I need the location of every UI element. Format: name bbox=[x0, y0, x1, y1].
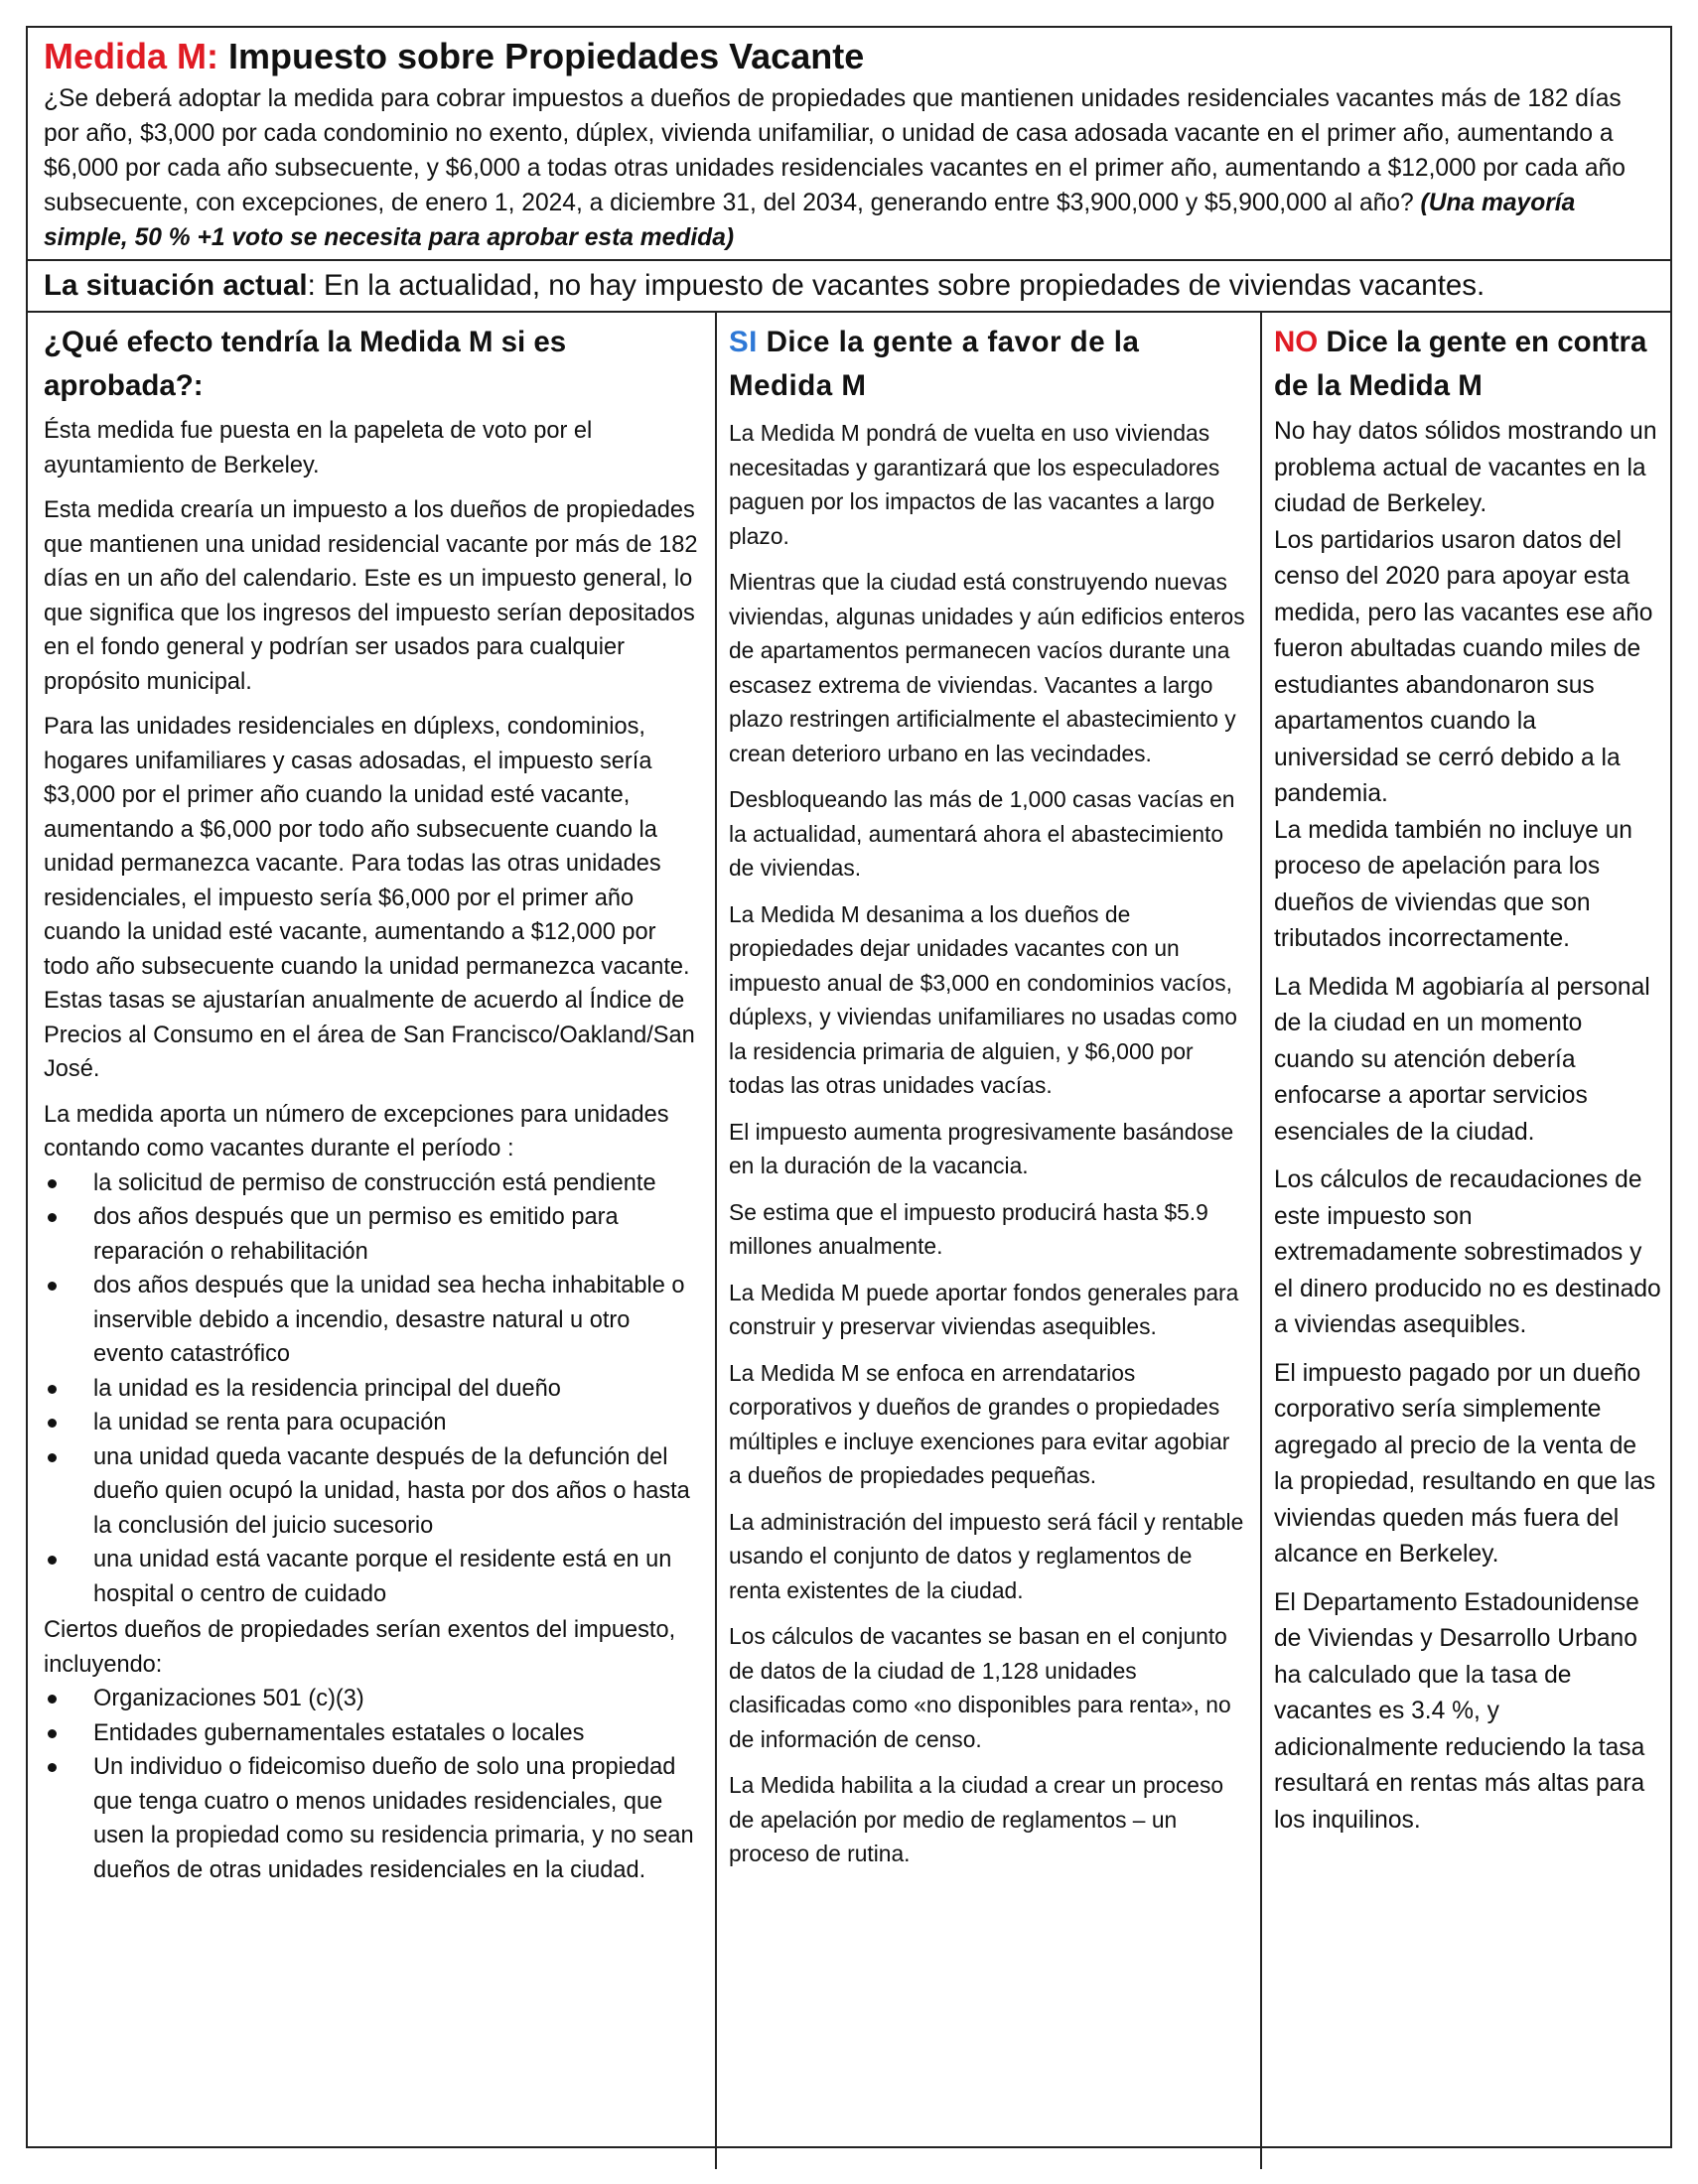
favor-heading bbox=[729, 321, 1248, 408]
vote-requirement-note: (Una mayoría simple, 50 % +1 voto se necesita para aprobar esta medida) bbox=[44, 190, 1576, 251]
measure-header bbox=[28, 28, 1670, 261]
favor-paragraph: La Medida M puede aportar fondos generales para construir y preservar viviendas asequibles. bbox=[729, 1279, 1239, 1339]
favor-paragraph: Desbloqueando las más de 1,000 casas vacías en la actualidad, aumentará ahora el abastecimiento de viviendas. bbox=[729, 786, 1235, 881]
exception-item: la unidad se renta para ocupación bbox=[44, 1406, 703, 1440]
effect-paragraph: Ciertos dueños de propiedades serían exentos del impuesto, incluyendo: bbox=[44, 1617, 676, 1678]
favor-paragraph: La Medida M pondrá de vuelta en uso viviendas necesitadas y garantizará que los especuladores paguen por los impactos de las vacantes a largo plazo. bbox=[729, 420, 1220, 549]
effect-paragraph: Para las unidades residenciales en dúplexs, condominios, hogares unifamiliares y casas adosadas, el impuesto sería $3,000 por el primer año cuando la unidad esté vacante, aumentando a $6,000 por todo año subsecuente cuando la unidad permanezca vacante. Para todas las otras unidades residenciales, el impuesto sería $6,000 por el primer año cuando la unidad esté vacante, aumentando a $12,000 por todo año subsecuente cuando la unidad permanezca vacante. Estas tasas se ajustarían anualmente de acuerdo al Índice de Precios al Consumo en el área de San Francisco/Oakland/San José. bbox=[44, 714, 695, 1082]
against-paragraph: La Medida M agobiaría al personal de la ciudad en un momento cuando su atención debería enfocarse a aportar servicios esenciales de la ciudad. bbox=[1274, 973, 1650, 1146]
against-paragraph: El impuesto pagado por un dueño corporativo sería simplemente agregado al precio de la venta de la propiedad, resultando en que las viviendas queden más fuera del alcance en Berkeley. bbox=[1274, 1359, 1656, 1568]
favor-paragraph: Los cálculos de vacantes se basan en el conjunto de datos de la ciudad de 1,128 unidades clasificadas como «no disponibles para renta», no de información de censo. bbox=[729, 1623, 1231, 1752]
exceptions-list bbox=[44, 1166, 703, 1612]
exception-item: dos años después que la unidad sea hecha inhabitable o inservible debido a incendio, desastre natural u otro evento catastrófico bbox=[44, 1269, 703, 1372]
exception-item: una unidad queda vacante después de la defunción del dueño quien ocupó la unidad, hasta por dos años o hasta la conclusión del juicio sucesorio bbox=[44, 1440, 703, 1544]
against-paragraph: Los partidarios usaron datos del censo del 2020 para apoyar esta medida, pero las vacantes ese año fueron abultadas cuando miles de estudiantes abandonaron sus apartamentos cuando la universidad se cerró debido a la pandemia. bbox=[1274, 526, 1653, 807]
against-paragraph: No hay datos sólidos mostrando un problema actual de vacantes en la ciudad de Berkeley. bbox=[1274, 418, 1657, 517]
against-paragraph: Los cálculos de recaudaciones de este impuesto son extremadamente sobrestimados y el dinero producido no es destinado a viviendas asequibles. bbox=[1274, 1166, 1661, 1338]
si-label: SI bbox=[729, 326, 758, 358]
against-column bbox=[1262, 313, 1669, 2169]
against-heading bbox=[1274, 321, 1661, 408]
exempt-list bbox=[44, 1682, 703, 1887]
favor-paragraph: La Medida habilita a la ciudad a crear un proceso de apelación por medio de reglamentos – un proceso de rutina. bbox=[729, 1772, 1224, 1866]
exception-item: la unidad es la residencia principal del dueño bbox=[44, 1372, 703, 1407]
no-label: NO bbox=[1274, 326, 1319, 358]
favor-paragraph: La administración del impuesto será fácil y rentable usando el conjunto de datos y reglamentos de renta existentes de la ciudad. bbox=[729, 1508, 1244, 1603]
measure-info-sheet bbox=[26, 26, 1672, 2148]
against-paragraph: El Departamento Estadounidense de Viviendas y Desarrollo Urbano ha calculado que la tasa de vacantes es 3.4 %, y adicionalmente reduciendo la tasa resultará en rentas más altas para los inquilinos. bbox=[1274, 1588, 1645, 1834]
favor-paragraph: La Medida M se enfoca en arrendatarios corporativos y dueños de grandes o propiedades múltiples e incluye exenciones para evitar agobiar a dueños de propiedades pequeñas. bbox=[729, 1359, 1230, 1488]
favor-paragraph: El impuesto aumenta progresivamente basándose en la duración de la vacancia. bbox=[729, 1118, 1234, 1178]
measure-label: Medida M: bbox=[44, 36, 218, 76]
effect-paragraph: Ésta medida fue puesta en la papeleta de voto por el ayuntamiento de Berkeley. bbox=[44, 418, 593, 478]
favor-heading-text: Dice la gente a favor de la Medida M bbox=[729, 326, 1140, 402]
exception-item: dos años después que un permiso es emitido para reparación o rehabilitación bbox=[44, 1200, 703, 1269]
effect-paragraph: Esta medida crearía un impuesto a los dueños de propiedades que mantienen una unidad residencial vacante por más de 182 días en un año del calendario. Este es un impuesto general, lo que significa que los ingresos del impuesto serían depositados en el fondo general y podrían ser usados para cualquier propósito municipal. bbox=[44, 497, 698, 695]
effect-column bbox=[28, 313, 717, 2169]
effect-heading: ¿Qué efecto tendría la Medida M si es aprobada?: bbox=[44, 326, 567, 402]
against-paragraph: La medida también no incluye un proceso de apelación para los dueños de viviendas que son tributados incorrectamente. bbox=[1274, 816, 1632, 952]
current-situation-text: : En la actualidad, no hay impuesto de vacantes sobre propiedades de viviendas vacantes. bbox=[307, 269, 1486, 302]
against-heading-text: Dice la gente en contra de la Medida M bbox=[1274, 326, 1647, 402]
current-situation-label: La situación actual bbox=[44, 269, 308, 302]
exception-item: una unidad está vacante porque el residente está en un hospital o centro de cuidado bbox=[44, 1543, 703, 1611]
favor-paragraph: Se estima que el impuesto producirá hasta $5.9 millones anualmente. bbox=[729, 1198, 1208, 1259]
columns bbox=[28, 313, 1670, 2169]
current-situation bbox=[28, 261, 1670, 313]
measure-title: Impuesto sobre Propiedades Vacante bbox=[228, 36, 865, 76]
favor-paragraph: Mientras que la ciudad está construyendo nuevas viviendas, algunas unidades y aún edificios enteros de apartamentos permanecen vacíos durante una escasez extrema de viviendas. Vacantes a largo plazo restringen artificialmente el abastecimiento y crean deterioro urbano en las vecindades. bbox=[729, 569, 1245, 766]
ballot-question bbox=[44, 81, 1656, 255]
favor-paragraph: La Medida M desanima a los dueños de propiedades dejar unidades vacantes con un impuesto anual de $3,000 en condominios vacíos, dúplexs, y viviendas unifamiliares no usadas como la residencia primaria de alguien, y $6,000 por todas las otras unidades vacías. bbox=[729, 900, 1237, 1098]
favor-column bbox=[717, 313, 1262, 2169]
exempt-item: Organizaciones 501 (c)(3) bbox=[44, 1682, 703, 1716]
page-title bbox=[44, 34, 1656, 79]
ballot-question-text: ¿Se deberá adoptar la medida para cobrar impuestos a dueños de propiedades que mantienen unidades residenciales vacantes más de 182 días por año, $3,000 por cada condominio no exento, dúplex, vivienda unifamiliar, o unidad de casa adosada vacante en el primer año, aumentando a $6,000 por cada año subsecuente, y $6,000 a todas otras unidades residenciales vacantes en el primer año, aumentando a $12,000 por cada año subsecuente, con excepciones, de enero 1, 2024, a diciembre 31, del 2034, generando entre $3,900,000 y $5,900,000 al año? bbox=[44, 85, 1626, 216]
effect-paragraph: La medida aporta un número de excepciones para unidades contando como vacantes durante el período : bbox=[44, 1101, 669, 1161]
exempt-item: Un individuo o fideicomiso dueño de solo una propiedad que tenga cuatro o menos unidades residenciales, que usen la propiedad como su residencia primaria, y no sean dueños de otras unidades residenciales en la ciudad. bbox=[44, 1750, 703, 1887]
exempt-item: Entidades gubernamentales estatales o locales bbox=[44, 1716, 703, 1751]
exception-item: la solicitud de permiso de construcción está pendiente bbox=[44, 1166, 703, 1201]
